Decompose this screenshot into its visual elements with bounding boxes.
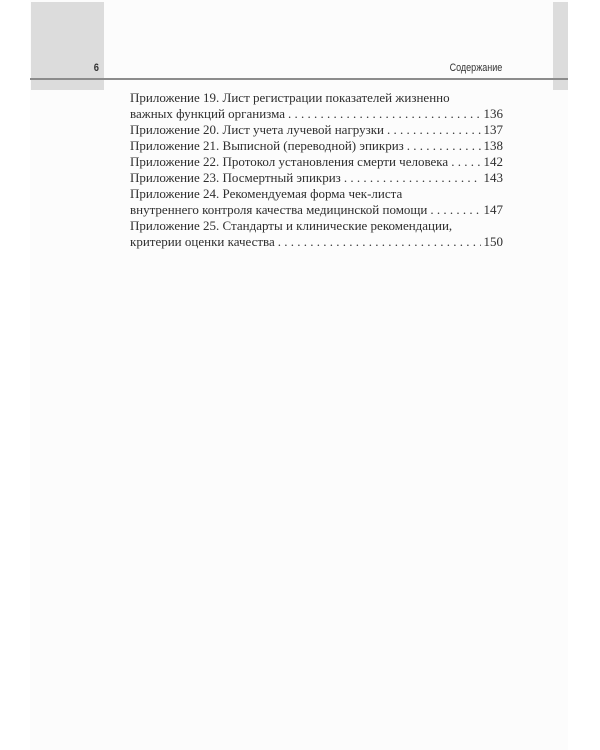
leader-dots (407, 138, 481, 154)
toc-line (130, 234, 503, 250)
toc-line (130, 170, 503, 186)
toc-entry (130, 218, 503, 250)
toc-page-number: 137 (483, 122, 503, 137)
toc-line (130, 202, 503, 218)
toc-entry-title: критерии оценки качества (130, 234, 275, 249)
toc-page-number: 142 (483, 154, 503, 169)
leader-dots (288, 106, 480, 122)
leader-dots (278, 234, 481, 250)
toc-entry-title: Приложение 21. Выписной (переводной) эпикриз (130, 138, 404, 153)
header-tab-left (31, 2, 104, 90)
running-head: Содержание (449, 62, 502, 74)
toc-line (130, 154, 503, 170)
toc-entry-title: Приложение 19. Лист регистрации показателей жизненно (130, 90, 450, 105)
toc-entry-title: Приложение 22. Протокол установления смерти человека (130, 154, 449, 169)
toc-entry-title: Приложение 25. Стандарты и клинические рекомендации, (130, 218, 453, 233)
toc-entry (130, 122, 503, 138)
toc-entry (130, 90, 503, 122)
toc-line (130, 186, 503, 202)
header-rule (30, 78, 568, 80)
toc-line (130, 90, 503, 106)
leader-dots (451, 154, 480, 170)
toc-page-number: 136 (483, 106, 503, 121)
header-tab-right (553, 2, 568, 90)
table-of-contents (130, 90, 503, 250)
toc-page-number: 150 (483, 234, 503, 249)
leader-dots (344, 170, 481, 186)
toc-entry-title: Приложение 23. Посмертный эпикриз (130, 170, 341, 185)
toc-line (130, 218, 503, 234)
leader-dots (430, 202, 480, 218)
leader-dots (387, 122, 480, 138)
toc-line (130, 138, 503, 154)
toc-entry-title: Приложение 24. Рекомендуемая форма чек-листа (130, 186, 403, 201)
toc-entry-title: Приложение 20. Лист учета лучевой нагрузки (130, 122, 385, 137)
toc-entry (130, 170, 503, 186)
toc-line (130, 106, 503, 122)
page-number: 6 (93, 62, 99, 74)
toc-entry-title: внутреннего контроля качества медицинской помощи (130, 202, 428, 217)
toc-page-number: 143 (483, 170, 503, 185)
toc-entry-title: важных функций организма (130, 106, 286, 121)
toc-entry (130, 154, 503, 170)
toc-page-number: 147 (483, 202, 503, 217)
toc-entry (130, 186, 503, 218)
toc-entry (130, 138, 503, 154)
toc-page-number: 138 (483, 138, 503, 153)
toc-line (130, 122, 503, 138)
